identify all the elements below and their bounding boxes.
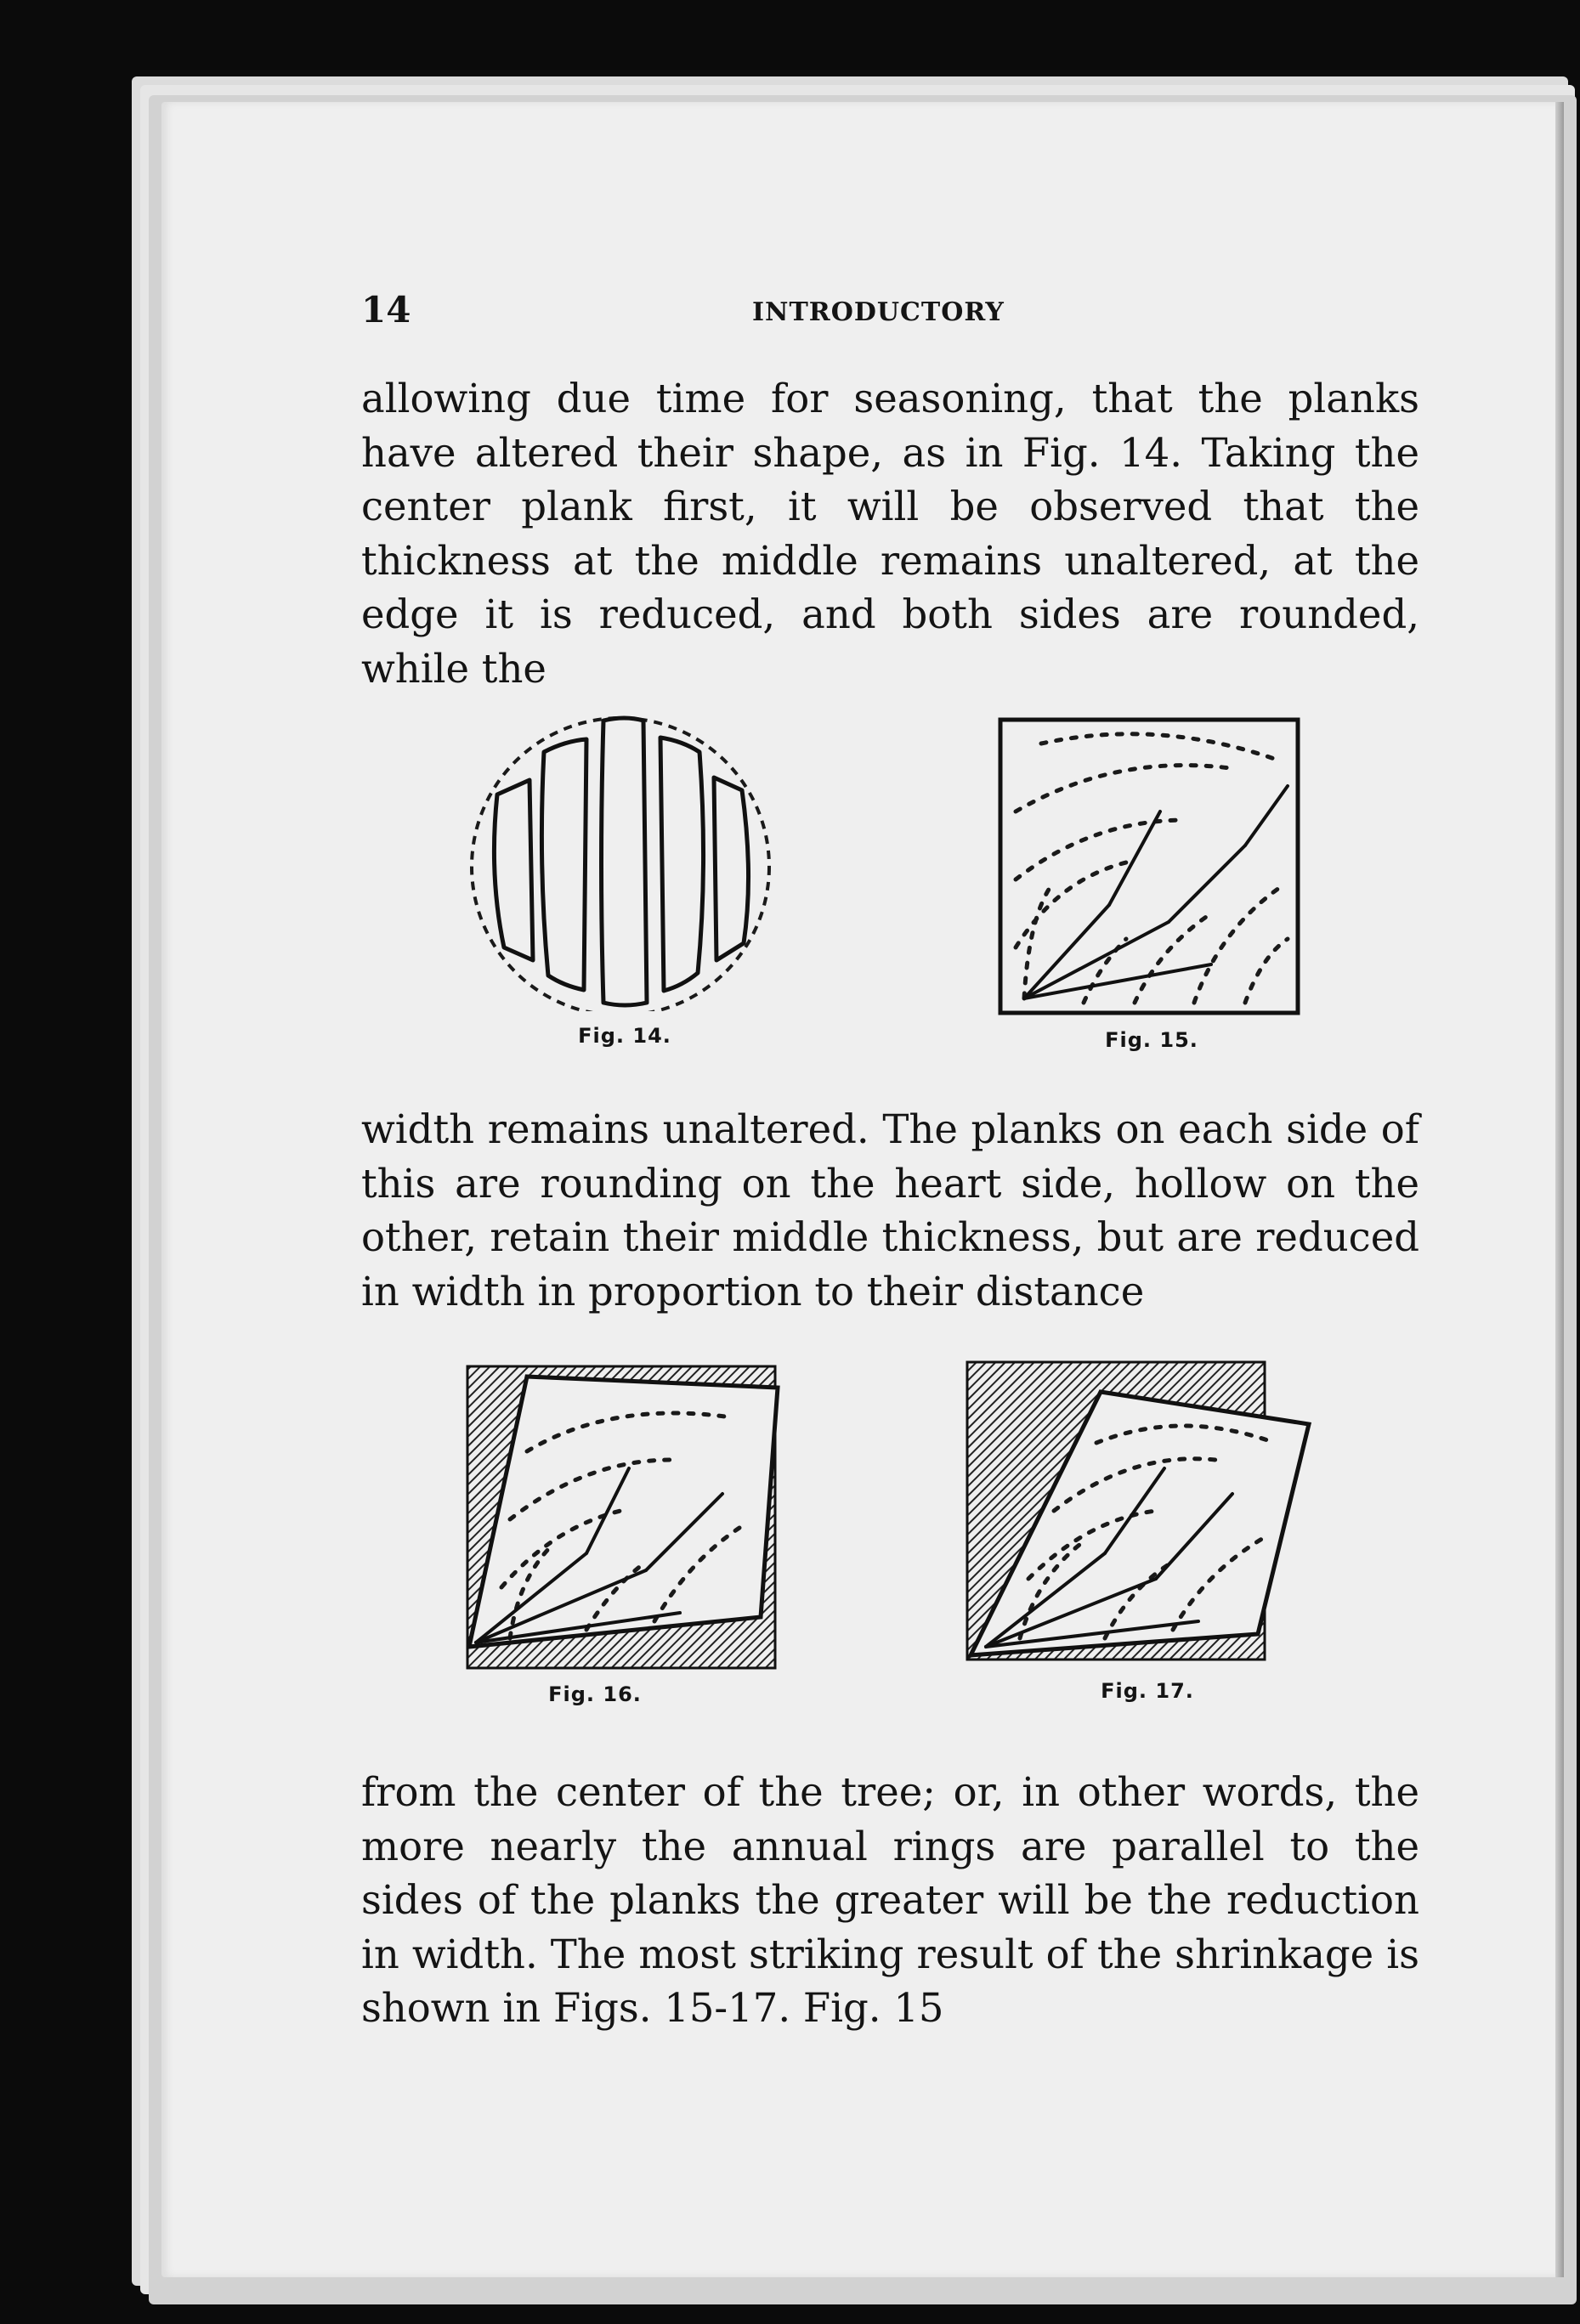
figure-16-drawing bbox=[459, 1358, 790, 1672]
figure-17 bbox=[960, 1358, 1317, 1715]
paragraph-3: from the center of the tree; or, in other words, the more nearly the annual rings are parallel to the sides of the planks the greater will be the reduction in width. The most striking result of the shrinkage is shown in Figs. 15-17. Fig. 15 bbox=[361, 1769, 1419, 2032]
figure-14-drawing bbox=[463, 705, 786, 1011]
page-header bbox=[361, 289, 1419, 340]
running-head: INTRODUCTORY bbox=[752, 297, 1005, 327]
figure-17-drawing bbox=[960, 1358, 1317, 1672]
figure-14 bbox=[463, 705, 786, 1048]
figure-14-caption: Fig. 14. bbox=[578, 1024, 671, 1048]
figure-16 bbox=[459, 1358, 790, 1715]
figure-15-caption: Fig. 15. bbox=[1105, 1028, 1198, 1052]
paragraph-2: width remains unaltered. The planks on each side of this are rounding on the heart side, hollow on the other, retain their middle thickness, but are reduced in width in proportion to their distance bbox=[361, 1106, 1419, 1315]
figure-17-caption: Fig. 17. bbox=[1101, 1679, 1194, 1703]
figure-15-drawing bbox=[990, 710, 1313, 1015]
paragraph-1: allowing due time for seasoning, that the planks have altered their shape, as in Fig. 14. Taking the center plank first, it will be observed that the thickness at the middle remains unaltered, at the edge it is reduced, and both sides are rounded, while the bbox=[361, 376, 1419, 692]
page-edge bbox=[1555, 102, 1564, 2277]
page-number: 14 bbox=[361, 289, 411, 331]
figure-15 bbox=[990, 710, 1313, 1052]
figure-16-caption: Fig. 16. bbox=[548, 1682, 642, 1706]
